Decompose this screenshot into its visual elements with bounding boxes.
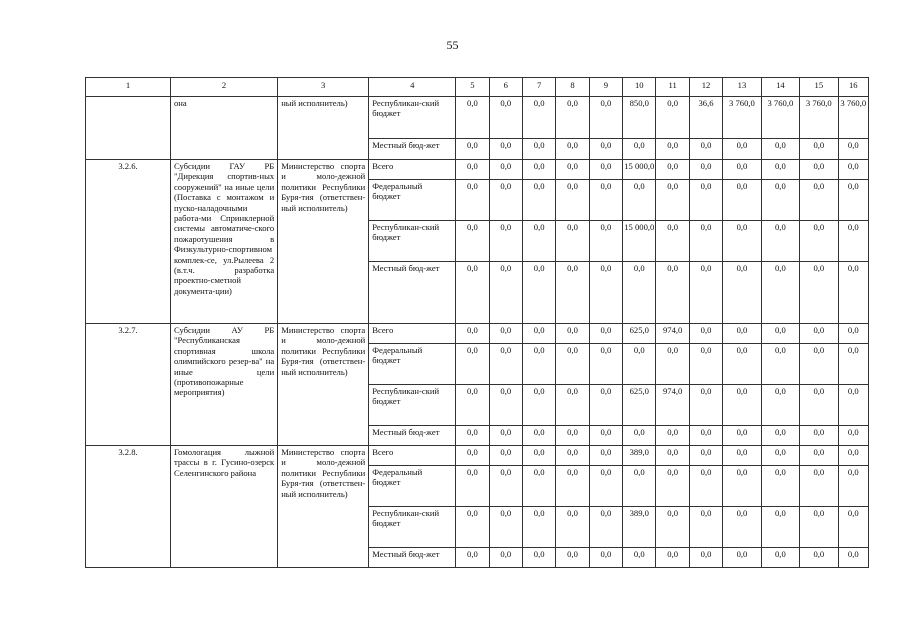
value-cell: 0,0 — [623, 548, 656, 568]
value-cell: 0,0 — [556, 139, 589, 160]
value-cell: 0,0 — [589, 139, 622, 160]
value-cell: 0,0 — [656, 466, 689, 507]
table-row — [86, 324, 869, 344]
value-cell: 0,0 — [489, 385, 522, 426]
value-cell: 0,0 — [522, 221, 555, 262]
value-cell: 0,0 — [489, 426, 522, 446]
funding-source: Местный бюд-жет — [369, 139, 456, 160]
value-cell: 0,0 — [456, 160, 489, 180]
value-cell: 0,0 — [800, 446, 838, 466]
value-cell: 0,0 — [656, 446, 689, 466]
value-cell: 0,0 — [656, 344, 689, 385]
value-cell: 0,0 — [489, 548, 522, 568]
value-cell: 0,0 — [838, 466, 868, 507]
value-cell: 0,0 — [656, 426, 689, 446]
value-cell: 0,0 — [489, 344, 522, 385]
column-number: 8 — [556, 78, 589, 97]
value-cell: 0,0 — [489, 507, 522, 548]
column-number: 16 — [838, 78, 868, 97]
value-cell: 0,0 — [589, 97, 622, 139]
value-cell: 0,0 — [656, 262, 689, 324]
value-cell: 0,0 — [689, 180, 722, 221]
value-cell: 0,0 — [761, 262, 799, 324]
value-cell: 0,0 — [623, 139, 656, 160]
table-row — [86, 97, 869, 139]
value-cell: 0,0 — [761, 385, 799, 426]
value-cell: 0,0 — [556, 180, 589, 221]
value-cell: 974,0 — [656, 385, 689, 426]
value-cell: 0,0 — [723, 426, 761, 446]
executor-cell: Министерство спорта и моло-дежной политики Республики Буря-тия (ответствен-ный исполнитель) — [278, 324, 369, 446]
value-cell: 0,0 — [800, 262, 838, 324]
value-cell: 0,0 — [556, 385, 589, 426]
value-cell: 0,0 — [723, 466, 761, 507]
value-cell: 0,0 — [838, 548, 868, 568]
column-number: 14 — [761, 78, 799, 97]
funding-source: Всего — [369, 160, 456, 180]
value-cell: 0,0 — [800, 139, 838, 160]
value-cell: 0,0 — [689, 344, 722, 385]
value-cell: 0,0 — [689, 221, 722, 262]
funding-source: Республикан-ский бюджет — [369, 221, 456, 262]
value-cell: 0,0 — [723, 160, 761, 180]
value-cell: 0,0 — [589, 344, 622, 385]
value-cell: 0,0 — [723, 507, 761, 548]
value-cell: 0,0 — [589, 446, 622, 466]
value-cell: 0,0 — [556, 344, 589, 385]
value-cell: 0,0 — [489, 221, 522, 262]
value-cell: 0,0 — [556, 507, 589, 548]
value-cell: 0,0 — [656, 97, 689, 139]
value-cell: 625,0 — [623, 324, 656, 344]
value-cell: 0,0 — [489, 446, 522, 466]
value-cell: 625,0 — [623, 385, 656, 426]
value-cell: 0,0 — [656, 180, 689, 221]
value-cell: 0,0 — [761, 507, 799, 548]
value-cell: 0,0 — [522, 160, 555, 180]
measure-name: Субсидии АУ РБ "Республиканская спортивная школа олимпийского резер-ва" на иные цели (противопожарные мероприятия) — [170, 324, 277, 446]
funding-source: Всего — [369, 324, 456, 344]
value-cell: 0,0 — [589, 160, 622, 180]
value-cell: 3 760,0 — [723, 97, 761, 139]
value-cell: 0,0 — [623, 180, 656, 221]
value-cell: 0,0 — [761, 160, 799, 180]
page-number: 55 — [446, 38, 459, 52]
value-cell: 3 760,0 — [800, 97, 838, 139]
value-cell: 0,0 — [723, 344, 761, 385]
value-cell: 0,0 — [800, 221, 838, 262]
value-cell: 0,0 — [689, 262, 722, 324]
value-cell: 0,0 — [623, 262, 656, 324]
value-cell: 0,0 — [761, 446, 799, 466]
value-cell: 0,0 — [589, 426, 622, 446]
column-number: 1 — [86, 78, 171, 97]
value-cell: 0,0 — [522, 426, 555, 446]
value-cell: 0,0 — [800, 180, 838, 221]
value-cell: 0,0 — [761, 180, 799, 221]
value-cell: 389,0 — [623, 446, 656, 466]
value-cell: 0,0 — [761, 221, 799, 262]
executor-cell: Министерство спорта и моло-дежной политики Республики Буря-тия (ответствен-ный исполнитель) — [278, 160, 369, 324]
column-number: 6 — [489, 78, 522, 97]
value-cell: 0,0 — [489, 180, 522, 221]
value-cell: 0,0 — [838, 160, 868, 180]
value-cell: 0,0 — [522, 466, 555, 507]
value-cell: 0,0 — [838, 426, 868, 446]
value-cell: 0,0 — [456, 180, 489, 221]
value-cell: 0,0 — [838, 180, 868, 221]
row-code: 3.2.8. — [86, 446, 171, 568]
value-cell: 0,0 — [656, 221, 689, 262]
column-number: 3 — [278, 78, 369, 97]
value-cell: 0,0 — [800, 548, 838, 568]
value-cell: 0,0 — [800, 466, 838, 507]
value-cell: 0,0 — [689, 385, 722, 426]
value-cell: 0,0 — [522, 324, 555, 344]
funding-source: Республикан-ский бюджет — [369, 385, 456, 426]
value-cell: 0,0 — [689, 160, 722, 180]
value-cell: 0,0 — [589, 262, 622, 324]
value-cell: 0,0 — [761, 139, 799, 160]
value-cell: 974,0 — [656, 324, 689, 344]
row-code: 3.2.6. — [86, 160, 171, 324]
value-cell: 0,0 — [723, 221, 761, 262]
value-cell: 0,0 — [689, 466, 722, 507]
value-cell: 0,0 — [489, 466, 522, 507]
value-cell: 0,0 — [689, 507, 722, 548]
measure-name: Гомологация лыжной трассы в г. Гусино-озерск Селенгинского района — [170, 446, 277, 568]
value-cell: 0,0 — [522, 446, 555, 466]
value-cell: 0,0 — [456, 324, 489, 344]
value-cell: 0,0 — [556, 262, 589, 324]
value-cell: 15 000,0 — [623, 221, 656, 262]
value-cell: 850,0 — [623, 97, 656, 139]
value-cell: 0,0 — [723, 139, 761, 160]
value-cell: 0,0 — [838, 385, 868, 426]
funding-source: Местный бюд-жет — [369, 426, 456, 446]
value-cell: 0,0 — [800, 344, 838, 385]
value-cell: 0,0 — [723, 324, 761, 344]
value-cell: 0,0 — [838, 446, 868, 466]
funding-source: Федеральный бюджет — [369, 466, 456, 507]
value-cell: 0,0 — [838, 221, 868, 262]
value-cell: 0,0 — [489, 160, 522, 180]
value-cell: 0,0 — [456, 446, 489, 466]
value-cell: 0,0 — [522, 507, 555, 548]
value-cell: 0,0 — [589, 385, 622, 426]
column-number: 2 — [170, 78, 277, 97]
value-cell: 0,0 — [761, 466, 799, 507]
value-cell: 0,0 — [800, 385, 838, 426]
budget-table — [85, 77, 869, 568]
value-cell: 0,0 — [522, 548, 555, 568]
value-cell: 0,0 — [456, 548, 489, 568]
value-cell: 0,0 — [689, 139, 722, 160]
row-code — [86, 97, 171, 160]
measure-name: Субсидии ГАУ РБ "Дирекция спортив-ных сооружений" на иные цели (Поставка с монтажом и пуско-наладочными работа-ми Спринклерной системы автоматиче-ского пожаротушения в Физкультурно-спортивном комплек-се, ул.Рылеева 2 (в.т.ч. разработка проектно-сметной документа-ции) — [170, 160, 277, 324]
value-cell: 0,0 — [838, 324, 868, 344]
value-cell: 36,6 — [689, 97, 722, 139]
value-cell: 0,0 — [761, 426, 799, 446]
value-cell: 389,0 — [623, 507, 656, 548]
value-cell: 3 760,0 — [761, 97, 799, 139]
value-cell: 0,0 — [656, 160, 689, 180]
value-cell: 0,0 — [456, 507, 489, 548]
value-cell: 0,0 — [589, 221, 622, 262]
table-row — [86, 446, 869, 466]
value-cell: 0,0 — [723, 180, 761, 221]
column-number: 15 — [800, 78, 838, 97]
value-cell: 0,0 — [838, 262, 868, 324]
value-cell: 0,0 — [589, 507, 622, 548]
funding-source: Всего — [369, 446, 456, 466]
value-cell: 0,0 — [456, 385, 489, 426]
value-cell: 0,0 — [689, 324, 722, 344]
value-cell: 0,0 — [556, 97, 589, 139]
value-cell: 0,0 — [556, 548, 589, 568]
value-cell: 0,0 — [589, 548, 622, 568]
value-cell: 0,0 — [556, 426, 589, 446]
column-number: 12 — [689, 78, 722, 97]
value-cell: 15 000,0 — [623, 160, 656, 180]
value-cell: 0,0 — [522, 385, 555, 426]
value-cell: 0,0 — [800, 160, 838, 180]
column-number: 5 — [456, 78, 489, 97]
value-cell: 0,0 — [556, 160, 589, 180]
value-cell: 0,0 — [556, 324, 589, 344]
column-number: 4 — [369, 78, 456, 97]
funding-source: Республикан-ский бюджет — [369, 97, 456, 139]
value-cell: 0,0 — [656, 548, 689, 568]
value-cell: 0,0 — [838, 344, 868, 385]
funding-source: Республикан-ский бюджет — [369, 507, 456, 548]
value-cell: 0,0 — [689, 426, 722, 446]
column-number: 10 — [623, 78, 656, 97]
value-cell: 3 760,0 — [838, 97, 868, 139]
value-cell: 0,0 — [761, 548, 799, 568]
value-cell: 0,0 — [723, 446, 761, 466]
value-cell: 0,0 — [689, 548, 722, 568]
value-cell: 0,0 — [723, 385, 761, 426]
value-cell: 0,0 — [522, 97, 555, 139]
value-cell: 0,0 — [656, 507, 689, 548]
value-cell: 0,0 — [689, 446, 722, 466]
value-cell: 0,0 — [456, 221, 489, 262]
column-number-row — [86, 78, 869, 97]
row-code: 3.2.7. — [86, 324, 171, 446]
value-cell: 0,0 — [556, 221, 589, 262]
value-cell: 0,0 — [800, 324, 838, 344]
value-cell: 0,0 — [556, 466, 589, 507]
value-cell: 0,0 — [589, 324, 622, 344]
value-cell: 0,0 — [489, 324, 522, 344]
value-cell: 0,0 — [456, 466, 489, 507]
value-cell: 0,0 — [723, 262, 761, 324]
value-cell: 0,0 — [761, 344, 799, 385]
table-row — [86, 160, 869, 180]
column-number: 7 — [522, 78, 555, 97]
column-number: 11 — [656, 78, 689, 97]
value-cell: 0,0 — [456, 426, 489, 446]
value-cell: 0,0 — [623, 466, 656, 507]
value-cell: 0,0 — [522, 139, 555, 160]
value-cell: 0,0 — [761, 324, 799, 344]
value-cell: 0,0 — [456, 97, 489, 139]
value-cell: 0,0 — [522, 262, 555, 324]
value-cell: 0,0 — [522, 344, 555, 385]
value-cell: 0,0 — [623, 344, 656, 385]
value-cell: 0,0 — [522, 180, 555, 221]
executor-cell: Министерство спорта и моло-дежной политики Республики Буря-тия (ответствен-ный исполнитель) — [278, 446, 369, 568]
value-cell: 0,0 — [656, 139, 689, 160]
value-cell: 0,0 — [456, 262, 489, 324]
value-cell: 0,0 — [838, 507, 868, 548]
value-cell: 0,0 — [800, 426, 838, 446]
funding-source: Местный бюд-жет — [369, 262, 456, 324]
value-cell: 0,0 — [456, 139, 489, 160]
column-number: 13 — [723, 78, 761, 97]
value-cell: 0,0 — [723, 548, 761, 568]
executor-cell: ный исполнитель) — [278, 97, 369, 160]
funding-source: Федеральный бюджет — [369, 344, 456, 385]
funding-source: Местный бюд-жет — [369, 548, 456, 568]
value-cell: 0,0 — [556, 446, 589, 466]
value-cell: 0,0 — [589, 466, 622, 507]
value-cell: 0,0 — [489, 262, 522, 324]
value-cell: 0,0 — [456, 344, 489, 385]
value-cell: 0,0 — [623, 426, 656, 446]
value-cell: 0,0 — [800, 507, 838, 548]
column-number: 9 — [589, 78, 622, 97]
funding-source: Федеральный бюджет — [369, 180, 456, 221]
measure-name: она — [170, 97, 277, 160]
value-cell: 0,0 — [489, 139, 522, 160]
value-cell: 0,0 — [838, 139, 868, 160]
value-cell: 0,0 — [589, 180, 622, 221]
value-cell: 0,0 — [489, 97, 522, 139]
